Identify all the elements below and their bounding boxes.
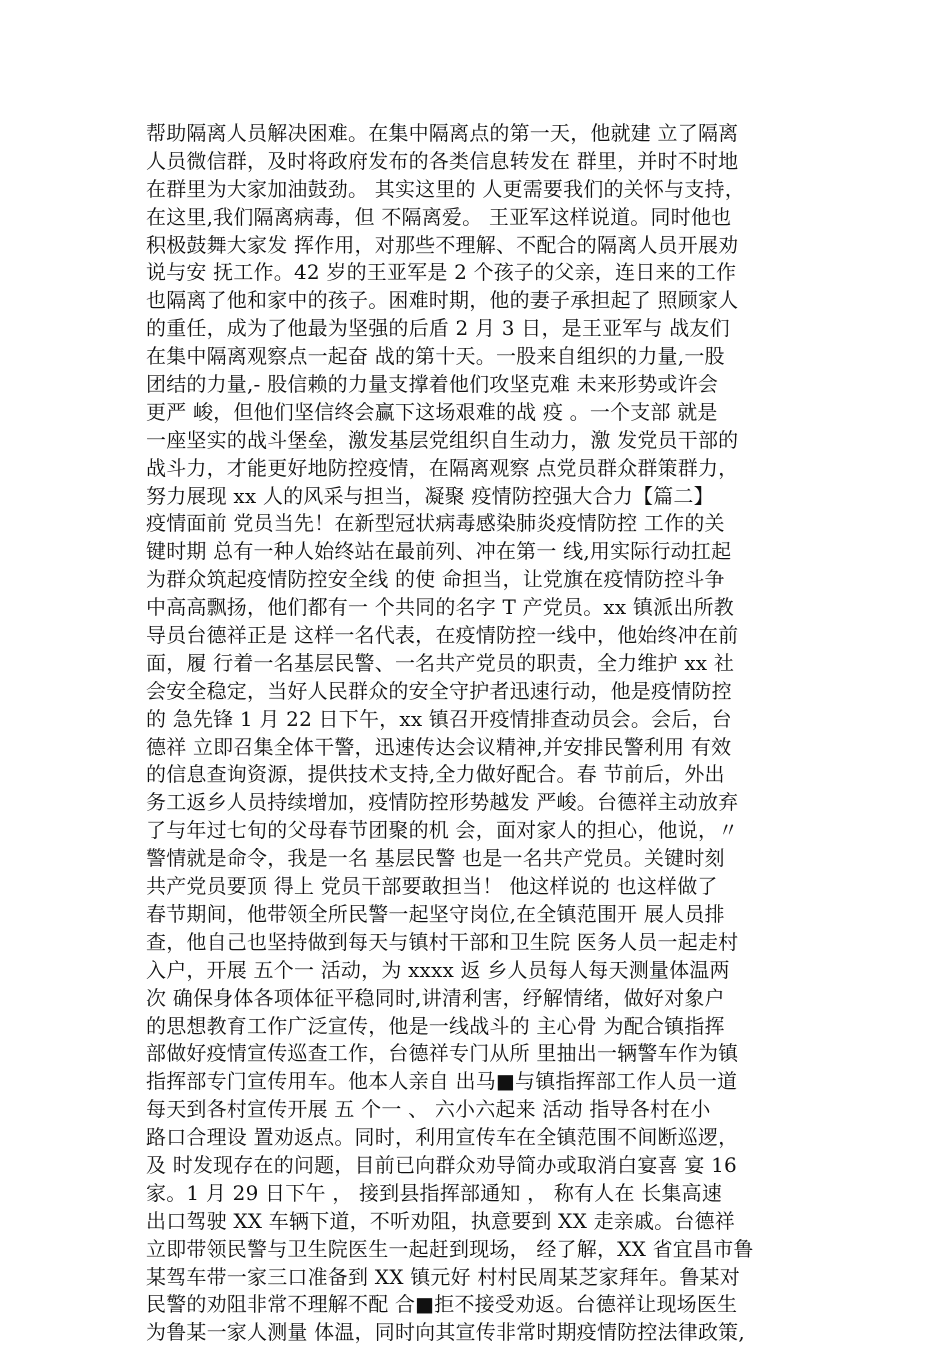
text-line: 次 确保身体各项体征平稳同时,讲清利害，纾解情绪，做好对象户 — [146, 985, 725, 1010]
text-line: 在集中隔离观察点一起奋 战的第十天。一股来自组织的力量,一股 — [146, 344, 725, 369]
text-line: 为鲁某一家人测量 体温，同时向其宣传非常时期疫情防控法律政策, — [146, 1320, 745, 1345]
text-line: 一座坚实的战斗堡垒，激发基层党组织自生动力，激 发党员干部的 — [146, 427, 739, 452]
text-line: 春节期间，他带领全所民警一起坚守岗位,在全镇范围开 展人员排 — [146, 901, 725, 926]
text-line: 中高高飘扬，他们都有一 个共同的名字 T 产党员。xx 镇派出所教 — [146, 595, 734, 620]
text-line: 更严 峻，但他们坚信终会赢下这场艰难的战 疫 。一个支部 就是 — [146, 399, 718, 424]
text-line: 德祥 立即召集全体干警，迅速传达会议精神,并安排民警利用 有效 — [146, 734, 732, 759]
text-line: 警情就是命令，我是一名 基层民警 也是一名共产党员。关键时刻 — [146, 846, 725, 871]
text-line: 家。1 月 29 日下午 ， 接到县指挥部通知 ， 称有人在 长集高速 — [146, 1180, 723, 1205]
text-line: 战斗力，才能更好地防控疫情，在隔离观察 点党员群众群策群力， — [146, 455, 739, 480]
text-line: 路口合理设 置劝返点。同时，利用宣传车在全镇范围不间断巡逻， — [146, 1125, 739, 1150]
text-line: 人员微信群，及时将政府发布的各类信息转发在 群里，并时不时地 — [146, 148, 739, 173]
text-line: 出口驾驶 XX 车辆下道，不听劝阻，执意要到 XX 走亲戚。台德祥 — [146, 1208, 735, 1233]
text-line: 部做好疫情宣传巡查工作，台德祥专门从所 里抽出一辆警车作为镇 — [146, 1041, 739, 1066]
text-line: 团结的力量,- 股信赖的力量支撑着他们攻坚克难 未来形势或许会 — [146, 372, 719, 397]
text-line: 指挥部专门宣传用车。他本人亲自 出马■与镇指挥部工作人员一道 — [146, 1069, 738, 1094]
text-line: 的重任，成为了他最为坚强的后盾 2 月 3 日，是王亚军与 战友们 — [146, 316, 730, 341]
text-line: 共产党员要顶 得上 党员干部要敢担当！ 他这样说的 也这样做了 — [146, 874, 718, 899]
text-line: 入户，开展 五个一 活动，为 xxxx 返 乡人员每人每天测量体温两 — [146, 957, 730, 982]
text-line: 说与安 抚工作。42 岁的王亚军是 2 个孩子的父亲，连日来的工作 — [146, 260, 737, 285]
text-line: 面，履 行着一名基层民警、一名共产党员的职责，全力维护 xx 社 — [146, 650, 735, 675]
text-line: 键时期 总有一种人始终站在最前列、冲在第一 线,用实际行动扛起 — [146, 539, 732, 564]
text-line: 帮助隔离人员解决困难。在集中隔离点的第一天，他就建 立了隔离 — [146, 121, 739, 145]
text-line: 的信息查询资源，提供技术支持,全力做好配合。春 节前后，外出 — [146, 762, 725, 787]
body-text — [146, 120, 826, 1347]
text-line: 查，他自己也坚持做到每天与镇村干部和卫生院 医务人员一起走村 — [146, 929, 739, 954]
text-line: 的 急先锋 1 月 22 日下午，xx 镇召开疫情排查动员会。会后，台 — [146, 706, 732, 731]
text-line: 也隔离了他和家中的孩子。困难时期，他的妻子承担起了 照顾家人 — [146, 288, 739, 313]
text-line: 每天到各村宣传开展 五 个一 、 六小六起来 活动 指导各村在小 — [146, 1097, 711, 1122]
text-line: 及 时发现存在的问题，目前已向群众劝导简办或取消白宴喜 宴 16 — [146, 1152, 737, 1177]
text-line: 了与年过七旬的父母春节团聚的机 会，面对家人的担心，他说，〃 — [146, 818, 739, 843]
text-line: 疫情面前 党员当先！在新型冠状病毒感染肺炎疫情防控 工作的关 — [146, 511, 725, 536]
text-line: 的思想教育工作广泛宣传，他是一线战斗的 主心骨 为配合镇指挥 — [146, 1013, 725, 1038]
text-line: 立即带领民警与卫生院医生一起赶到现场， 经了解，XX 省宜昌市鲁 — [146, 1236, 754, 1261]
text-line: 积极鼓舞大家发 挥作用，对那些不理解、不配合的隔离人员开展劝 — [146, 232, 739, 257]
text-line: 某驾车带一家三口准备到 XX 镇元好 村村民周某芝家拜年。鲁某对 — [146, 1264, 740, 1289]
text-line: 努力展现 xx 人的风采与担当，凝聚 疫情防控强大合力【篇二】 — [146, 483, 714, 508]
text-line: 民警的劝阻非常不理解不配 合■拒不接受劝返。台德祥让现场医生 — [146, 1292, 738, 1317]
text-line: 在这里,我们隔离病毒，但 不隔离爱。 王亚军这样说道。同时他也 — [146, 204, 732, 229]
text-line: 在群里为大家加油鼓劲。 其实这里的 人更需要我们的关怀与支持， — [146, 176, 745, 201]
text-line: 导员台德祥正是 这样一名代表，在疫情防控一线中，他始终冲在前 — [146, 623, 739, 648]
text-line: 为群众筑起疫情防控安全线 的使 命担当，让党旗在疫情防控斗争 — [146, 567, 725, 592]
text-line: 会安全稳定，当好人民群众的安全守护者迅速行动，他是疫情防控 — [146, 678, 732, 703]
text-line: 务工返乡人员持续增加，疫情防控形势越发 严峻。台德祥主动放弃 — [146, 790, 739, 815]
